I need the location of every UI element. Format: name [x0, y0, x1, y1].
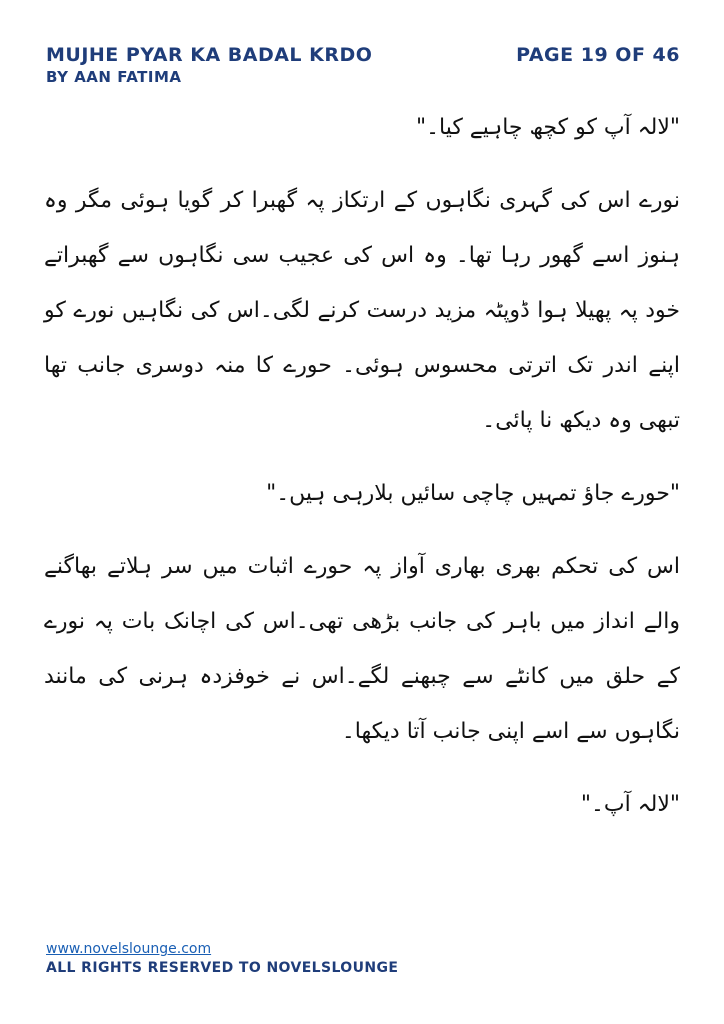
dialogue-line: "لالہ آپ کو کچھ چاہیے کیا۔"	[415, 115, 680, 140]
narrative-paragraph: اس کی تحکم بھری بھاری آواز پہ حورے اثبات میں سر ہلاتے بھاگنے والے انداز میں باہر کی جانب بڑھی تھی۔اس کی اچانک بات پہ نورے کے حلق میں کانٹے سے چبھنے لگے۔اس نے خوفزدہ ہرنی کی مانند نگاہوں سے اسے اپنی جانب آتا دیکھا۔	[44, 554, 680, 744]
dialogue-line: "لالہ آپ۔"	[580, 792, 680, 817]
novel-title: MUJHE PYAR KA BADAL KRDO	[46, 44, 373, 66]
author-name: BY AAN FATIMA	[46, 68, 182, 86]
page-number: PAGE 19 OF 46	[516, 44, 680, 66]
document-header	[46, 44, 372, 86]
document-footer	[46, 941, 398, 977]
website-link[interactable]: www.novelslounge.com	[46, 941, 212, 957]
narrative-paragraph: نورے اس کی گہری نگاہوں کے ارتکاز پہ گھبرا کر گویا ہوئی مگر وہ ہنوز اسے گھور رہا تھا۔ وہ اس کی عجیب سی نگاہوں سے گھبراتے خود پہ پھیلا ہوا ڈوپٹہ مزید درست کرنے لگی۔اس کی نگاہیں نورے کو اپنے اندر تک اترتی محسوس ہوئی۔ حورے کا منہ دوسری جانب تھا تبھی وہ دیکھ نا پائی۔	[44, 188, 680, 433]
story-body	[44, 100, 680, 850]
rights-notice: ALL RIGHTS RESERVED TO NOVELSLOUNGE	[46, 960, 399, 976]
dialogue-line: "حورے جاؤ تمہیں چاچی سائیں بلارہی ہیں۔"	[266, 481, 680, 506]
